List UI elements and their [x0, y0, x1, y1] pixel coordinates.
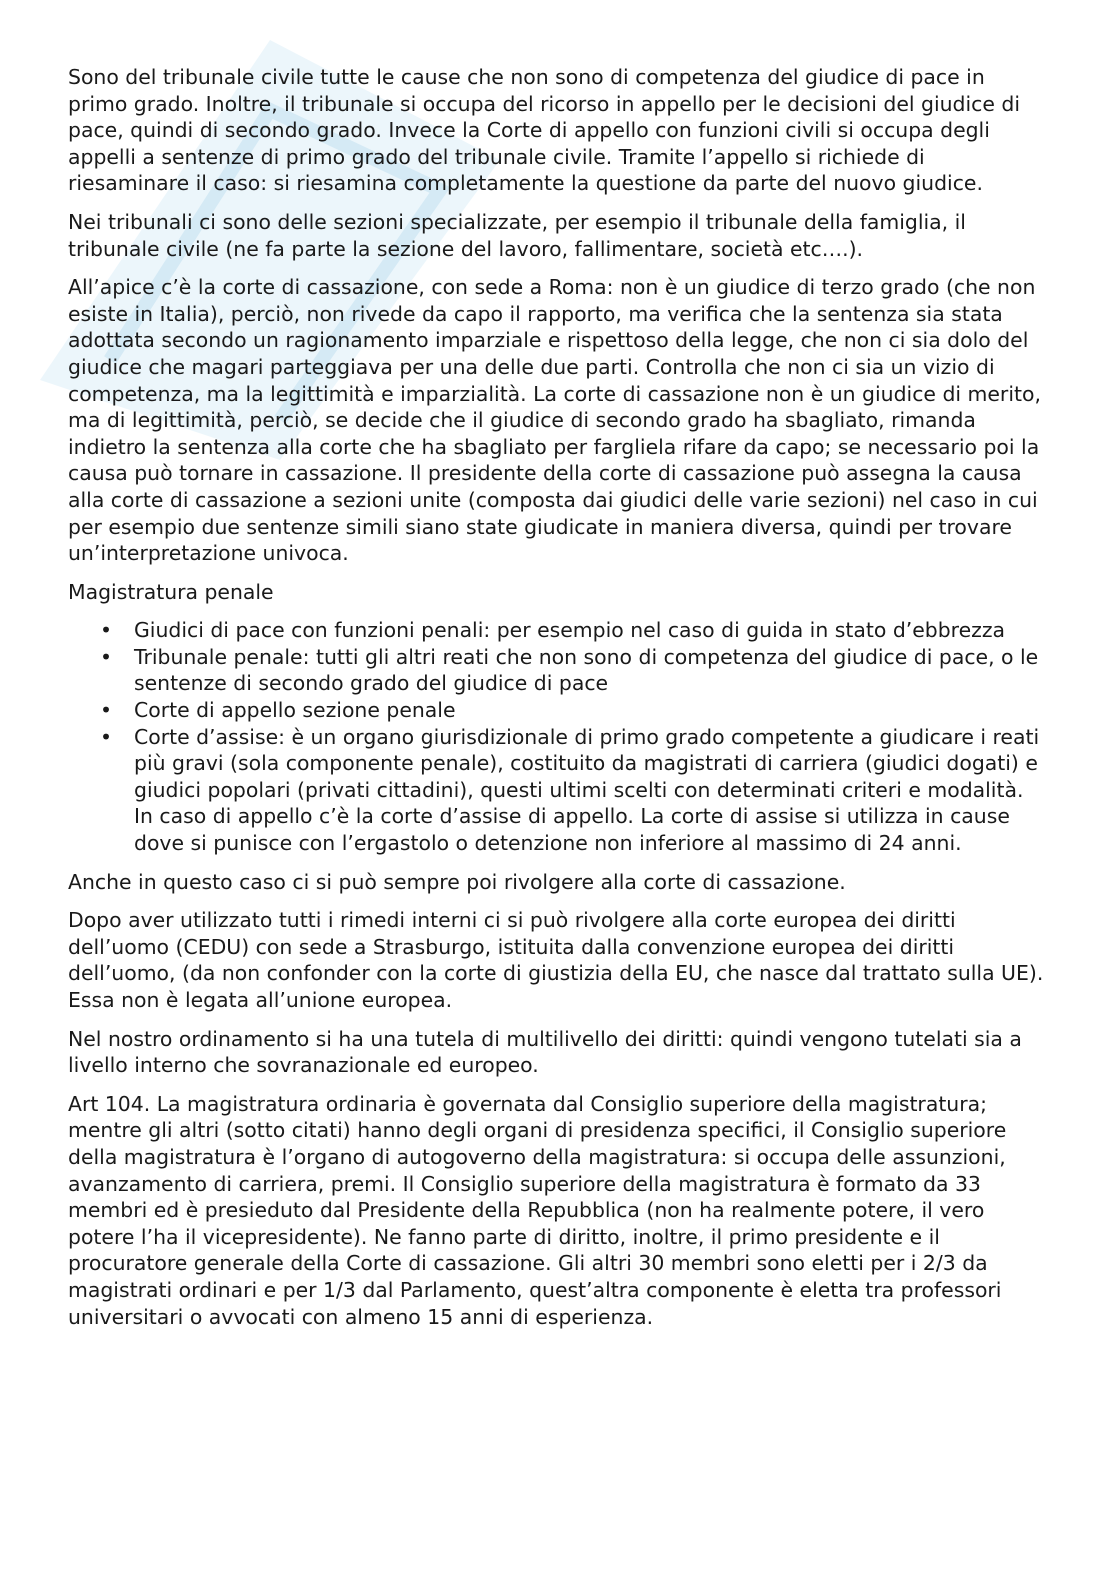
paragraph-corte-cassazione: All’apice c’è la corte di cassazione, con sede a Roma: non è un giudice di terzo grado (che non esiste in Italia), perciò, non rivede da capo il rapporto, ma verifica che la sentenza sia stata adottata secondo un ragionamento imparziale e rispettoso della legge, che non ci sia dolo del giudice che magari parteggiava per una delle due parti. Controlla che non ci sia un vizio di competenza, ma la legittimità e imparzialità. La corte di cassazione non è un giudice di merito, ma di legittimità, perciò, se decide che il giudice di secondo grado ha sbagliato, rimanda indietro la sentenza alla corte che ha sbagliato per fargliela rifare da capo; se necessario poi la causa può tornare in cassazione. Il presidente della corte di cassazione può assegna la causa alla corte di cassazione a sezioni unite (composta dai giudici delle varie sezioni) nel caso in cui per esempio due sentenze simili siano state giudicate in maniera diversa, quindi per trovare un’interpretazione univoca. — [68, 275, 1041, 566]
bullet-icon: • — [100, 644, 113, 669]
list-item-text: Giudici di pace con funzioni penali: per esempio nel caso di guida in stato d’ebbrezza — [134, 618, 1006, 643]
list-magistratura-penale — [68, 617, 1048, 856]
list-item-text: Corte di appello sezione penale — [134, 698, 456, 723]
list-item-text: Corte d’assise: è un organo giurisdizionale di primo grado competente a giudicare i reati più gravi (sola componente penale), costituito da magistrati di carriera (giudici dogati) e giudici popolari (privati cittadini), questi ultimi scelti con determinati criteri e modalità. In caso di appello c’è la corte d’assise di appello. La corte di assise si utilizza in cause dove si punisce con l’ergastolo o detenzione non inferiore al massimo di 24 anni. — [134, 724, 1040, 856]
paragraph-tutela-multilivello: Nel nostro ordinamento si ha una tutela di multilivello dei diritti: quindi vengono tutelati sia a livello interno che sovranazionale ed europeo. — [68, 1026, 1022, 1078]
paragraph-sezioni-specializzate: Nei tribunali ci sono delle sezioni specializzate, per esempio il tribunale della famiglia, il tribunale civile (ne fa parte la sezione del lavoro, fallimentare, società etc….). — [68, 209, 966, 261]
bullet-icon: • — [100, 698, 113, 723]
list-item — [100, 617, 1048, 644]
bullet-icon: • — [100, 724, 113, 749]
paragraph-art-104: Art 104. La magistratura ordinaria è governata dal Consiglio superiore della magistratura; mentre gli altri (sotto citati) hanno degli organi di presidenza specifici, il Consiglio superiore della magistratura è l’organo di autogoverno della magistratura: si occupa delle assunzioni, avanzamento di carriera, premi. Il Consiglio superiore della magistratura è formato da 33 membri ed è presieduto dal Presidente della Repubblica (non ha realmente potere, il vero potere l’ha il vicepresidente). Ne fanno parte di diritto, inoltre, il primo presidente e il procuratore generale della Corte di cassazione. Gli altri 30 membri sono eletti per i 2/3 da magistrati ordinari e per 1/3 dal Parlamento, quest’altra componente è eletta tra professori universitari o avvocati con almeno 15 anni di esperienza. — [68, 1091, 1007, 1329]
paragraph-tribunale-civile: Sono del tribunale civile tutte le cause che non sono di competenza del giudice di pace in primo grado. Inoltre, il tribunale si occupa del ricorso in appello per le decisioni del giudice di pace, quindi di secondo grado. Invece la Corte di appello con funzioni civili si occupa degli appelli a sentenze di primo grado del tribunale civile. Tramite l’appello si richiede di riesaminare il caso: si riesamina completamente la questione da parte del nuovo giudice. — [68, 65, 1020, 196]
bullet-icon: • — [100, 618, 113, 643]
list-item — [100, 697, 1048, 724]
list-item — [100, 644, 1048, 697]
paragraph-cassazione-penale: Anche in questo caso ci si può sempre poi rivolgere alla corte di cassazione. — [68, 869, 846, 894]
paragraph-cedu: Dopo aver utilizzato tutti i rimedi interni ci si può rivolgere alla corte europea dei diritti dell’uomo (CEDU) con sede a Strasburgo, istituita dalla convenzione europea dei diritti dell’uomo, (da non confonder con la corte di giustizia della EU, che nasce dal trattato sulla UE). Essa non è legata all’unione europea. — [68, 908, 1044, 1012]
list-item — [100, 724, 1048, 857]
list-item-text: Tribunale penale: tutti gli altri reati che non sono di competenza del giudice di pace, o le sentenze di secondo grado del giudice di pace — [134, 644, 1039, 696]
heading-magistratura-penale: Magistratura penale — [68, 579, 274, 604]
document-body — [68, 64, 1048, 1342]
